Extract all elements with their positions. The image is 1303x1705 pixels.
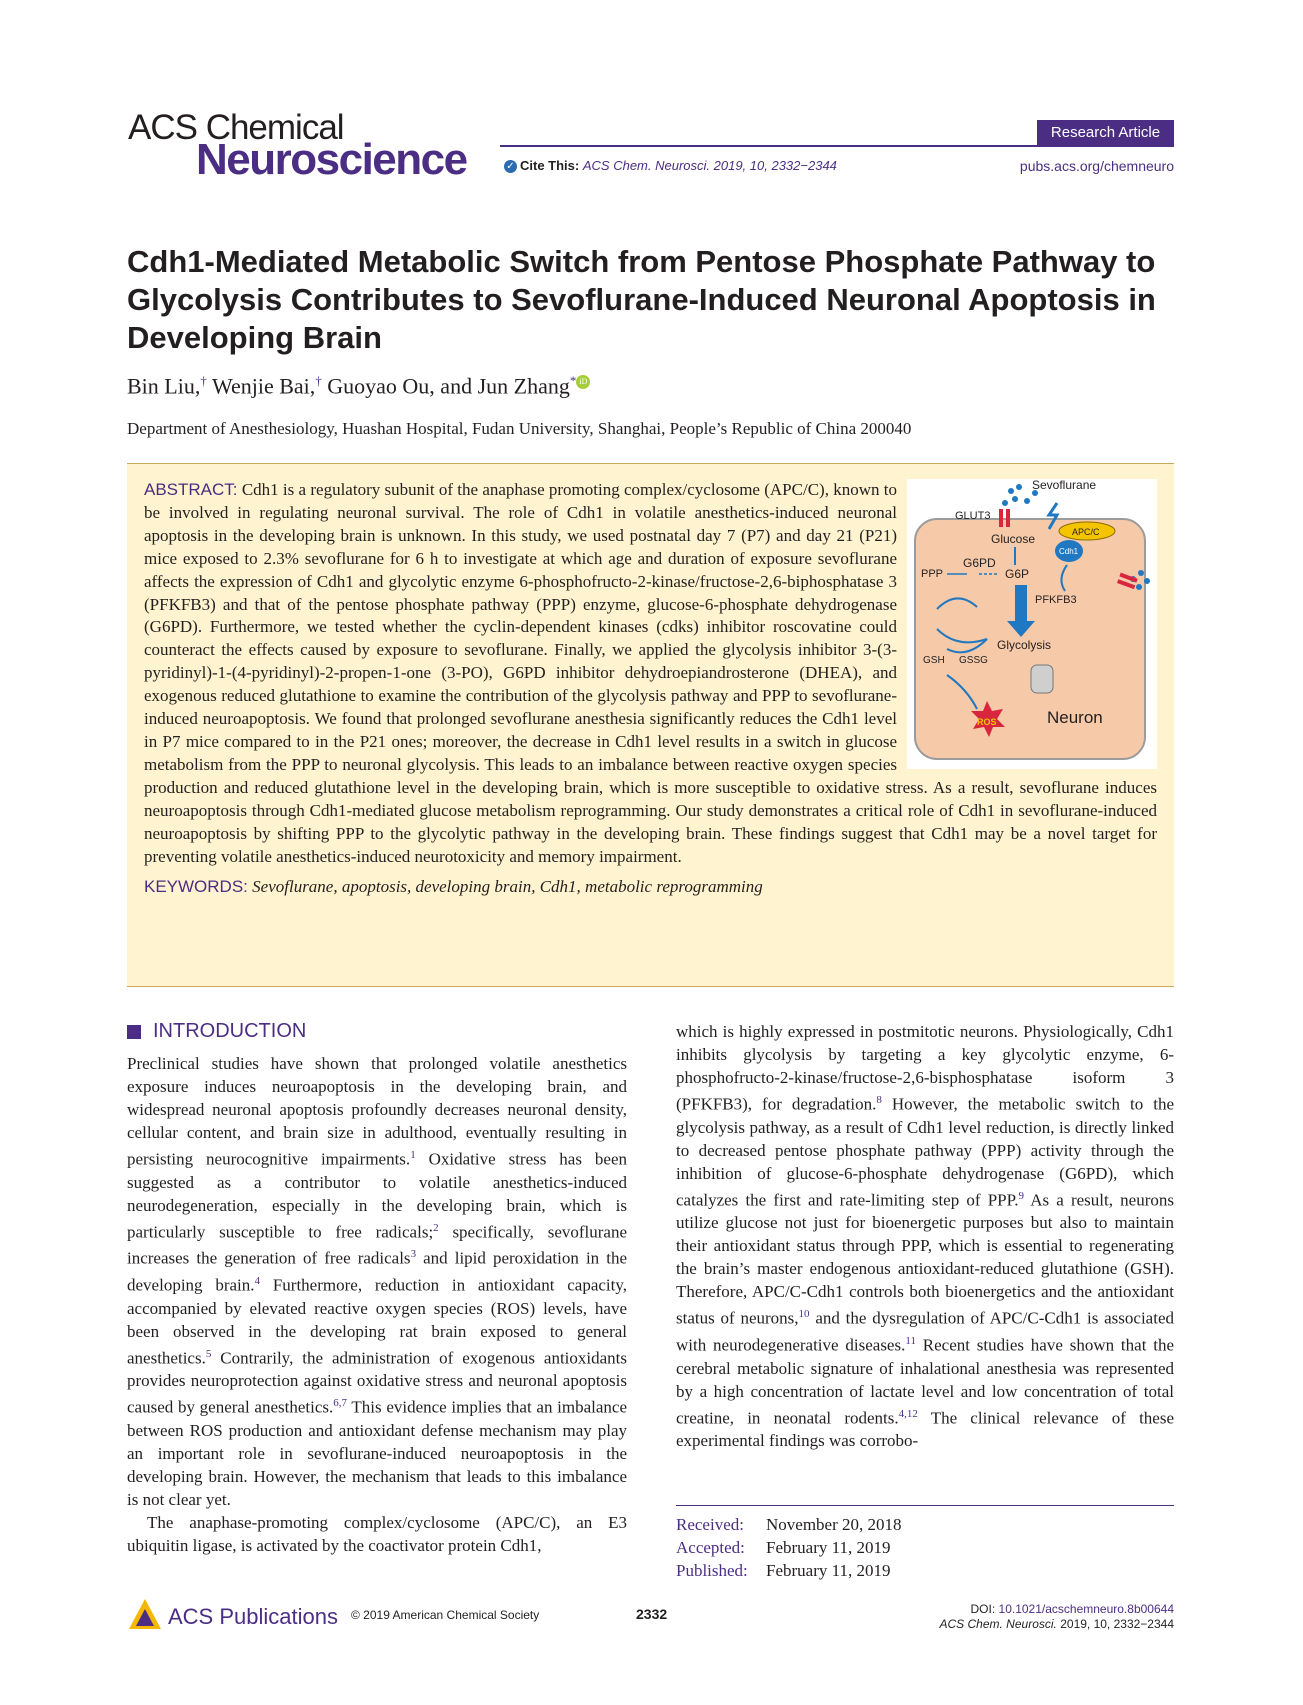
reference-link[interactable]: 6,7 xyxy=(333,1397,347,1410)
abstract-body: Cdh1 is a regulatory subunit of the anaphase promoting complex/cyclosome (APC/C), known to be involved in regulating neuronal survival. The role of Cdh1 in volatile anesthetics-induced neuronal apoptosis in the developing brain is unknown. In this study, we used postnatal day 7 (P7) and day 21 (P21) mice exposed to 2.3% sevoflurane for 6 h to investigate at which age and duration of exposure sevoflurane affects the expression of Cdh1 and glycolytic enzyme 6-phosphofructo-2-kinase/fructose-2,6-biphosphatase 3 (PFKFB3) and that of the pentose phosphate pathway (PPP) enzyme, glucose-6-phosphate dehydrogenase (G6PD). Furthermore, we tested whether the cyclin-dependent kinases (cdks) inhibitor roscovatine could counteract the effects caused by exposure to sevoflurane. Finally, we applied the glycolysis inhibitor 3-(3-pyridinyl)-1-(4-pyridinyl)-2-propen-1-one (3-PO), G6PD inhibitor dehydroepiandrosterone (DHEA), and exogenous reduced glutathione to examine the contribution of the glycolysis pathway and PPP to sevoflurane-induced neuroapoptosis. We found that prolonged sevoflurane anesthesia significantly reduces the Cdh1 level in P7 mice compared to in the P21 ones; moreover, the decrease in Cdh1 level results in a switch in glucose metabolism from the PPP to neuronal glycolysis. This leads to an imbalance between reactive oxygen species production and reduced glutathione level in the developing brain, which is more susceptible to oxidative stress. As a result, sevoflurane induces neuroapoptosis through Cdh1-mediated glucose metabolism reprogramming. Our study demonstrates a critical role of Cdh1 in sevoflurane-induced neuroapoptosis by shifting PPP to the glycolytic pathway in the developing brain. These findings suggest that Cdh1 may be a novel target for preventing volatile anesthetics-induced neurotoxicity and memory impairment. xyxy=(144,480,1157,866)
fig-label-gssg: GSSG xyxy=(959,655,988,666)
text-run: Recent studies have shown that the cerebral metabolic signature of inhalational anesthesia was represented by a high concentration of lactate level and low concentration of total creatine, in neonatal rodents. xyxy=(676,1335,1174,1428)
page-number: 2332 xyxy=(636,1606,668,1622)
keywords-label: KEYWORDS: xyxy=(144,877,248,897)
date-label: Published: xyxy=(676,1561,748,1580)
text-run: The clinical relevance of these experimental findings was corrobo- xyxy=(676,1408,1174,1451)
keywords xyxy=(144,876,1157,899)
footer-journal: ACS Chem. Neurosci. xyxy=(939,1617,1057,1631)
date-accepted xyxy=(676,1536,902,1559)
fig-label-cdh1: Cdh1 xyxy=(1059,547,1079,556)
footer-citation: 2019, 10, 2332−2344 xyxy=(1060,1617,1174,1631)
journal-url-link[interactable]: pubs.acs.org/chemneuro xyxy=(1019,158,1174,174)
text-run: Oxidative stress has been suggested as a contributor to volatile anesthetics-induced neurodegeneration, especially in the developing brain, which is particularly susceptible to free radicals; xyxy=(127,1149,627,1242)
reference-link[interactable]: 9 xyxy=(1018,1189,1024,1202)
date-received xyxy=(676,1513,902,1536)
text-run: and the dysregulation of APC/C-Cdh1 is associated with neurodegenerative diseases. xyxy=(676,1308,1174,1355)
cite-journal[interactable]: ACS Chem. Neurosci. xyxy=(582,158,711,173)
reference-link[interactable]: 4,12 xyxy=(898,1407,918,1420)
text-run: specifically, sevoflurane increases the generation of free radicals xyxy=(127,1222,627,1268)
toc-graphic xyxy=(907,479,1157,769)
fig-label-g6p: G6P xyxy=(1005,567,1030,581)
keywords-list: Sevoflurane, apoptosis, developing brain, Cdh1, metabolic reprogramming xyxy=(252,877,763,897)
reference-link[interactable]: 11 xyxy=(905,1334,916,1347)
text-run: which is highly expressed in postmitotic neurons. Physiologically, Cdh1 inhibits glycolysis by targeting a key glycolytic enzyme, 6-phosphofructo-2-kinase/fructose-2,6-bisphosphatase isoform 3 (PFKFB3), for degradation. xyxy=(676,1022,1174,1114)
fig-label-glut3: GLUT3 xyxy=(955,510,991,522)
date-value: November 20, 2018 xyxy=(766,1515,902,1534)
author-name[interactable]: Guoyao Ou, and Jun Zhang xyxy=(327,373,570,399)
header-rule xyxy=(500,145,1174,147)
reference-link[interactable]: 4 xyxy=(254,1274,261,1287)
author-name[interactable]: Bin Liu, xyxy=(127,373,201,399)
fig-label-glycolysis: Glycolysis xyxy=(997,638,1052,652)
date-value: February 11, 2019 xyxy=(766,1561,891,1580)
abstract xyxy=(144,479,1157,899)
text-run: This evidence implies that an imbalance between ROS production and antioxidant defense mechanism may play an important role in sevoflurane-induced neuroapoptosis in the developing brain. However, the mechanism that leads to this imbalance is not clear yet. xyxy=(127,1397,627,1509)
journal-logo-line2: Neuroscience xyxy=(196,135,467,184)
dates-rule xyxy=(676,1505,1174,1506)
date-published xyxy=(676,1559,902,1582)
fig-label-ppp: PPP xyxy=(921,568,944,580)
acs-publications-logo-icon[interactable] xyxy=(127,1597,163,1633)
reference-link[interactable]: 2 xyxy=(433,1221,439,1234)
cite-label: Cite This: xyxy=(520,158,580,173)
article-dates xyxy=(676,1513,902,1582)
date-value: February 11, 2019 xyxy=(766,1538,891,1557)
neuron-image xyxy=(1031,665,1053,693)
article-type-badge: Research Article xyxy=(1037,120,1174,145)
intro-left-column xyxy=(127,1052,627,1557)
fig-label-apcc: APC/C xyxy=(1072,527,1100,537)
section-heading-introduction xyxy=(127,1020,306,1043)
reference-link[interactable]: 5 xyxy=(205,1347,212,1360)
article-title: Cdh1-Mediated Metabolic Switch from Pentose Phosphate Pathway to Glycolysis Contributes to Sevoflurane-Induced Neuronal Apoptosis in Developing Brain xyxy=(127,244,1156,355)
date-label: Accepted: xyxy=(676,1538,745,1557)
author-name[interactable]: Wenjie Bai, xyxy=(211,373,316,399)
journal-logo-line1: ACS Chemical xyxy=(128,108,344,147)
cite-details[interactable]: 2019, 10, 2332−2344 xyxy=(713,158,837,173)
intro-right-column xyxy=(676,1020,1174,1452)
fig-label-glucose: Glucose xyxy=(991,532,1036,546)
text-run: However, the metabolic switch to the glycolysis pathway, as a result of Cdh1 level reduction, is directly linked to decreased pentose phosphate pathway (PPP) activity through the inhibition of glucose-6-phosphate dehydrogenase (G6PD), which catalyzes the first and rate-limiting step of PPP. xyxy=(676,1094,1174,1210)
date-label: Received: xyxy=(676,1515,744,1534)
author-mark: † xyxy=(200,373,207,388)
text-run: Preclinical studies have shown that prolonged volatile anesthetics exposure induces neuroapoptosis in the developing brain, and widespread neuronal apoptosis profoundly decreases neuronal density, cellular content, and brain size in adulthood, eventually resulting in persisting neurocognitive impairments. xyxy=(127,1054,627,1169)
copyright: © 2019 American Chemical Society xyxy=(351,1608,540,1622)
cite-this[interactable] xyxy=(504,158,837,173)
abstract-label: ABSTRACT: xyxy=(144,480,238,499)
fig-label-gsh: GSH xyxy=(923,655,945,666)
section-heading-text: INTRODUCTION xyxy=(153,1020,307,1042)
fig-label-neuron: Neuron xyxy=(1047,708,1103,727)
intro-paragraph xyxy=(127,1052,627,1511)
author-list xyxy=(127,373,590,399)
check-icon: ✓ xyxy=(504,160,517,173)
fig-label-pfkfb3: PFKFB3 xyxy=(1035,594,1077,606)
text-run: Furthermore, reduction in antioxidant capacity, accompanied by elevated reactive oxygen species (ROS) levels, have been observed in the developing rat brain exposed to general anesthetics. xyxy=(127,1275,627,1368)
intro-paragraph xyxy=(676,1020,1174,1452)
text-run: As a result, neurons utilize glucose not just for bioenergetic purposes but also to maintain their antioxidant status through PPP, which is essential to regenerating the brain’s master endogenous antioxidant-reduced glutathione (GSH). Therefore, APC/C-Cdh1 controls both bioenergetics and the antioxidant status of neurons, xyxy=(676,1190,1174,1328)
doi-label: DOI: xyxy=(970,1602,996,1616)
abstract-box xyxy=(127,463,1174,987)
publisher-name[interactable]: ACS Publications xyxy=(168,1604,338,1629)
reference-link[interactable]: 3 xyxy=(410,1248,417,1261)
reference-link[interactable]: 1 xyxy=(410,1149,416,1161)
fig-label-g6pd: G6PD xyxy=(963,556,996,570)
author-mark: † xyxy=(315,373,322,388)
intro-paragraph: The anaphase-promoting complex/cyclosome (APC/C), an E3 ubiquitin ligase, is activated by the coactivator protein Cdh1, xyxy=(127,1512,627,1555)
reference-link[interactable]: 8 xyxy=(876,1094,882,1106)
doi-block xyxy=(940,1602,1175,1632)
reference-link[interactable]: 10 xyxy=(798,1308,810,1321)
corresponding-mark: * xyxy=(569,373,577,388)
section-square-icon xyxy=(127,1025,141,1039)
orcid-icon[interactable]: iD xyxy=(576,375,590,389)
text-run: Contrarily, the administration of exogenous antioxidants provides neuroprotection against oxidative stress and neuronal apoptosis caused by general anesthetics. xyxy=(127,1348,627,1417)
fig-label-ros: ROS xyxy=(977,717,997,727)
affiliation: Department of Anesthesiology, Huashan Hospital, Fudan University, Shanghai, People’s Republic of China 200040 xyxy=(127,419,912,438)
fig-label-sevoflurane: Sevoflurane xyxy=(1032,479,1097,492)
doi-link[interactable]: 10.1021/acschemneuro.8b00644 xyxy=(998,1602,1174,1616)
text-run: and lipid peroxidation in the developing brain. xyxy=(127,1248,627,1295)
